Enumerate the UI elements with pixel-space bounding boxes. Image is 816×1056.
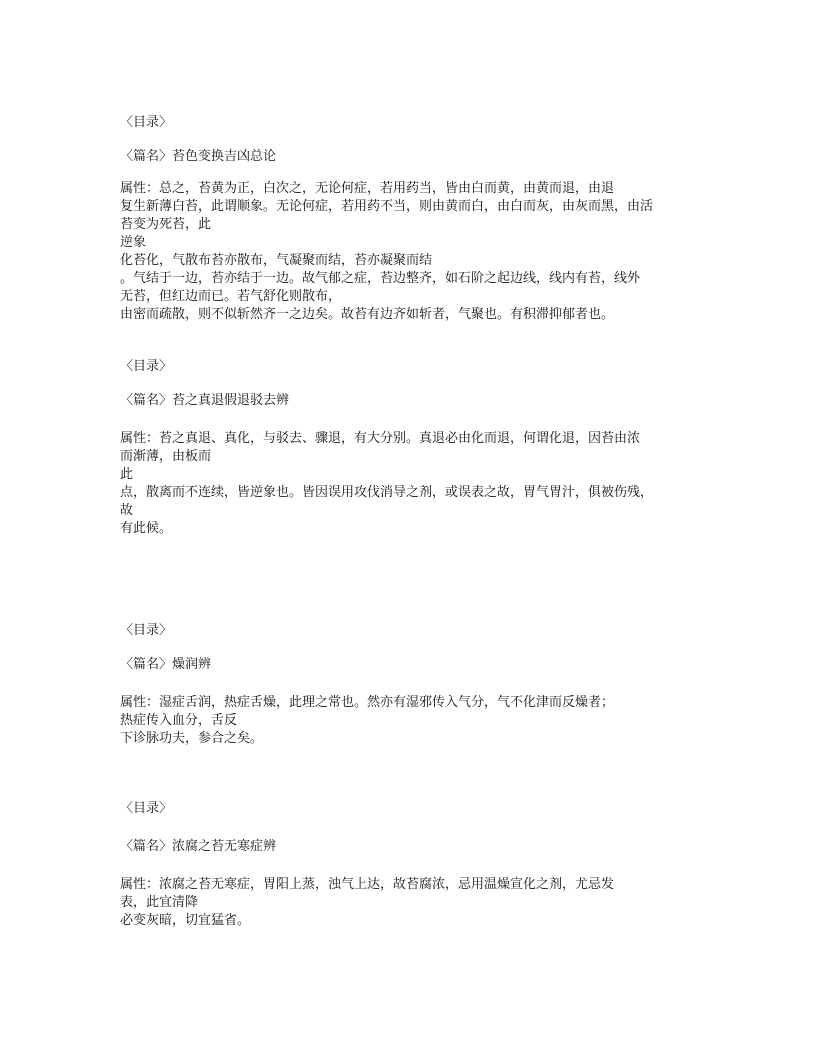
toc-label: 〈目录〉 bbox=[120, 115, 173, 130]
section-body bbox=[120, 694, 720, 748]
section-body bbox=[120, 180, 720, 324]
body-line: 故 bbox=[120, 503, 134, 518]
body-line: 属性：浓腐之苔无寒症，胃阳上蒸，浊气上达，故苔腐浓，忌用温燥宣化之剂，尤忌发 bbox=[120, 877, 615, 892]
body-line: 属性：湿症舌润，热症舌燥，此理之常也。然亦有湿邪传入气分，气不化津而反燥者； bbox=[120, 695, 615, 710]
body-line: 必变灰暗，切宜猛省。 bbox=[120, 913, 251, 928]
body-line: 下诊脉功夫，参合之矣。 bbox=[120, 731, 264, 746]
body-line: 点，散离而不连续，皆逆象也。皆因误用攻伐消导之剂，或误表之故，胃气胃汁，俱被伤残， bbox=[120, 485, 654, 500]
body-line: 逆象 bbox=[120, 235, 147, 250]
body-line: 无苔，但红边而已。若气舒化则散布， bbox=[120, 289, 342, 304]
section-title: 〈篇名〉苔色变换吉凶总论 bbox=[120, 149, 277, 164]
section-body bbox=[120, 430, 720, 538]
body-line: 苔变为死苔，此 bbox=[120, 217, 212, 232]
section-title: 〈篇名〉浓腐之苔无寒症辨 bbox=[120, 839, 277, 854]
toc-label: 〈目录〉 bbox=[120, 801, 173, 816]
section-title: 〈篇名〉苔之真退假退驳去辨 bbox=[120, 393, 290, 408]
body-line: 由密而疏散，则不似斩然齐一之边矣。故苔有边齐如斩者，气聚也。有积滞抑郁者也。 bbox=[120, 307, 615, 322]
body-line: 热症传入血分，舌反 bbox=[120, 713, 238, 728]
body-line: 表，此宜清降 bbox=[120, 895, 199, 910]
body-line: 化苔化，气散布苔亦散布，气凝聚而结，苔亦凝聚而结 bbox=[120, 253, 433, 268]
toc-label: 〈目录〉 bbox=[120, 623, 173, 638]
body-line: 此 bbox=[120, 467, 134, 482]
section-title: 〈篇名〉燥润辨 bbox=[120, 657, 212, 672]
toc-label: 〈目录〉 bbox=[120, 359, 173, 374]
body-line: 。气结于一边，苔亦结于一边。故气郁之症，苔边整齐，如石阶之起边线，线内有苔，线外 bbox=[120, 271, 641, 286]
body-line: 有此候。 bbox=[120, 521, 173, 536]
body-line: 而渐薄，由板而 bbox=[120, 449, 212, 464]
section-body bbox=[120, 876, 720, 930]
body-line: 复生新薄白苔，此谓顺象。无论何症，若用药不当，则由黄而白，由白而灰，由灰而黑，由活 bbox=[120, 199, 654, 214]
body-line: 属性：苔之真退、真化，与驳去、骤退，有大分别。真退必由化而退，何谓化退，因苔由浓 bbox=[120, 431, 641, 446]
body-line: 属性：总之，苔黄为正，白次之，无论何症，若用药当，皆由白而黄，由黄而退，由退 bbox=[120, 181, 615, 196]
